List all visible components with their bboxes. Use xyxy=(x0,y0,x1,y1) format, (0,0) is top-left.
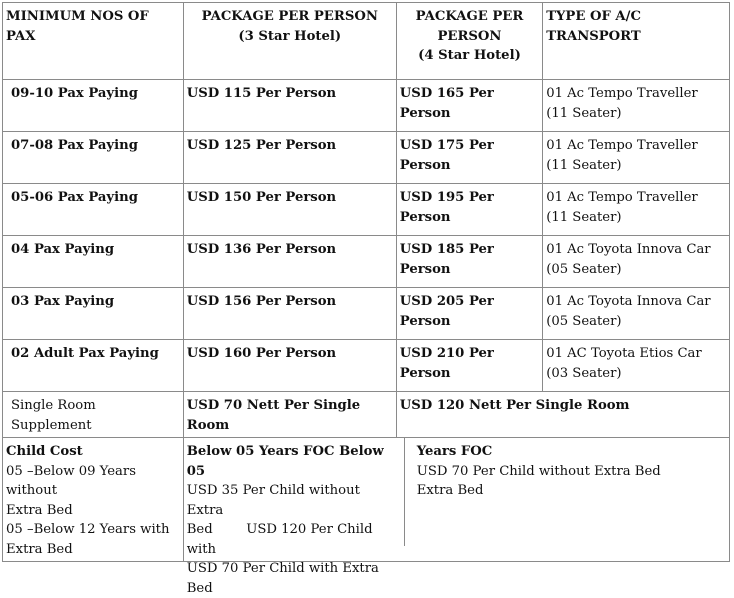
table-row xyxy=(3,80,730,132)
transport-seater: (11 Seater) xyxy=(546,209,622,225)
price-3-star-cell: USD 115 Per Person xyxy=(183,80,396,132)
price-4-star-cell: USD 175 Per Person xyxy=(396,132,542,184)
price-3-star-cell: USD 160 Per Person xyxy=(183,340,396,392)
transport-seater: (05 Seater) xyxy=(546,261,622,277)
price-3-star-cell: USD 136 Per Person xyxy=(183,236,396,288)
pax-cell: 03 Pax Paying xyxy=(3,288,184,340)
header-4-star-line2: PERSON xyxy=(437,28,502,44)
child-cost-prices xyxy=(183,438,729,596)
transport-seater: (03 Seater) xyxy=(546,365,622,381)
transport-cell xyxy=(543,340,730,392)
pax-cell: 05-06 Pax Paying xyxy=(3,184,184,236)
child-cost-mid-line2: Bed USD 120 Per Child with xyxy=(186,522,377,557)
table-row xyxy=(3,184,730,236)
child-cost-3-star xyxy=(184,438,405,596)
child-cost-right-title: Years FOC xyxy=(416,444,493,459)
transport-seater: (05 Seater) xyxy=(546,313,622,329)
price-4-star-cell: USD 165 Per Person xyxy=(396,80,542,132)
single-room-supplement-row xyxy=(3,392,730,438)
child-cost-line2: Extra Bed xyxy=(6,502,73,518)
pax-cell: 07-08 Pax Paying xyxy=(3,132,184,184)
supplement-3-star: USD 70 Nett Per Single Room xyxy=(183,392,396,438)
child-cost-right-line2: Extra Bed xyxy=(416,483,484,498)
child-cost-cell xyxy=(3,438,184,562)
price-4-star-cell: USD 205 Per Person xyxy=(396,288,542,340)
pax-cell: 09-10 Pax Paying xyxy=(3,80,184,132)
supplement-label: Single Room Supplement xyxy=(3,392,184,438)
price-4-star-cell: USD 195 Per Person xyxy=(396,184,542,236)
header-min-pax: MINIMUM NOS OF PAX xyxy=(3,3,184,80)
transport-vehicle: 01 Ac Tempo Traveller xyxy=(546,190,698,205)
supplement-4-star: USD 120 Nett Per Single Room xyxy=(396,392,729,438)
table-row xyxy=(3,340,730,392)
transport-cell xyxy=(543,80,730,132)
table-row xyxy=(3,236,730,288)
price-3-star-cell: USD 150 Per Person xyxy=(183,184,396,236)
header-transport: TYPE OF A/C TRANSPORT xyxy=(543,3,730,80)
child-cost-line1: 05 –Below 09 Years without xyxy=(6,463,136,498)
header-4-star-line3: (4 Star Hotel) xyxy=(418,48,521,63)
header-3-star xyxy=(183,3,396,80)
child-cost-line3: 05 –Below 12 Years with xyxy=(6,522,170,537)
transport-cell xyxy=(543,184,730,236)
header-row xyxy=(3,3,730,80)
package-price-table xyxy=(2,2,730,596)
table-row xyxy=(3,132,730,184)
pax-cell: 04 Pax Paying xyxy=(3,236,184,288)
transport-cell xyxy=(543,132,730,184)
transport-vehicle: 01 Ac Tempo Traveller xyxy=(546,138,698,153)
child-cost-title: Child Cost xyxy=(6,444,83,459)
transport-vehicle: 01 Ac Tempo Traveller xyxy=(546,86,698,101)
transport-vehicle: 01 Ac Toyota Innova Car xyxy=(546,294,711,309)
header-3-star-line2: (3 Star Hotel) xyxy=(238,28,342,44)
transport-vehicle: 01 AC Toyota Etios Car xyxy=(546,346,702,361)
table-row xyxy=(3,288,730,340)
child-cost-right-line1: USD 70 Per Child without Extra Bed xyxy=(416,463,661,479)
child-cost-line4: Extra Bed xyxy=(6,541,73,557)
child-cost-mid-line3: USD 70 Per Child with Extra Bed xyxy=(186,561,379,596)
child-cost-mid-line1: USD 35 Per Child without Extra xyxy=(186,483,360,518)
transport-vehicle: 01 Ac Toyota Innova Car xyxy=(546,242,711,257)
price-3-star-cell: USD 125 Per Person xyxy=(183,132,396,184)
header-3-star-line1: PACKAGE PER PERSON xyxy=(201,9,378,24)
price-4-star-cell: USD 185 Per Person xyxy=(396,236,542,288)
transport-seater: (11 Seater) xyxy=(546,105,622,121)
transport-seater: (11 Seater) xyxy=(546,157,622,173)
child-cost-row xyxy=(3,438,730,562)
transport-cell xyxy=(543,236,730,288)
header-4-star xyxy=(396,3,542,80)
header-4-star-line1: PACKAGE PER xyxy=(415,9,524,24)
price-3-star-cell: USD 156 Per Person xyxy=(183,288,396,340)
pax-cell: 02 Adult Pax Paying xyxy=(3,340,184,392)
transport-cell xyxy=(543,288,730,340)
child-cost-4-star xyxy=(405,438,729,546)
child-cost-mid-title: Below 05 Years FOC Below 05 xyxy=(186,444,384,479)
price-4-star-cell: USD 210 Per Person xyxy=(396,340,542,392)
